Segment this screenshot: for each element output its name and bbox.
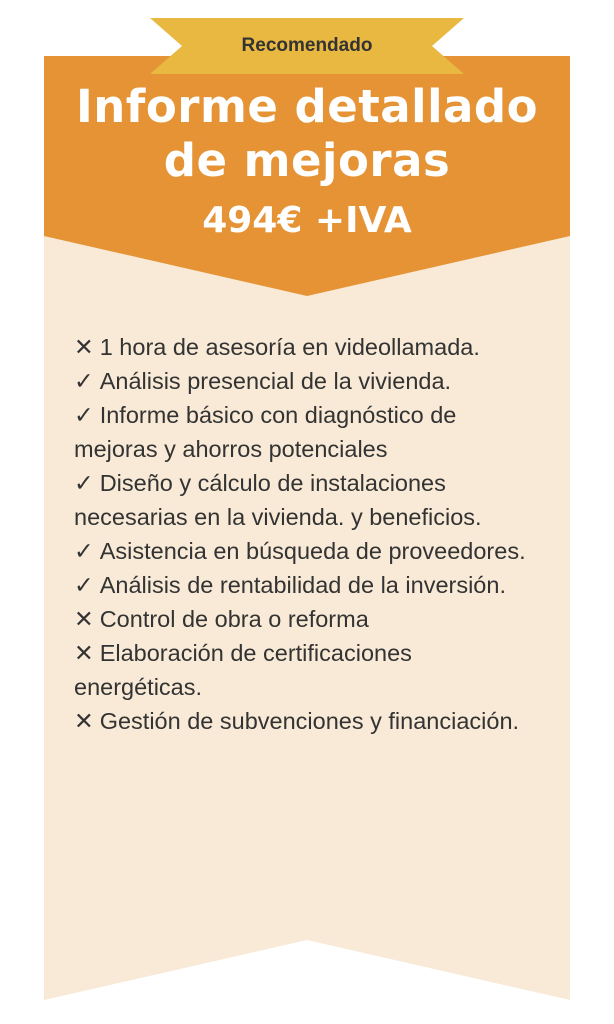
feature-item bbox=[74, 534, 544, 568]
feature-item bbox=[74, 636, 544, 704]
feature-text: 1 hora de asesoría en videollamada. bbox=[99, 334, 480, 360]
check-icon: ✓ bbox=[74, 470, 94, 496]
feature-text: Gestión de subvenciones y financiación. bbox=[99, 708, 520, 734]
feature-item bbox=[74, 602, 544, 636]
feature-item bbox=[74, 704, 544, 738]
feature-list bbox=[74, 330, 544, 738]
check-icon: ✓ bbox=[74, 368, 94, 394]
recommended-badge-label: Recomendado bbox=[241, 35, 373, 56]
check-icon: ✓ bbox=[74, 572, 94, 598]
check-icon: ✓ bbox=[74, 538, 94, 564]
feature-text: Diseño y cálculo de instalaciones necesarias en la vivienda. y beneficios. bbox=[74, 470, 482, 530]
cross-icon: ✕ bbox=[74, 708, 94, 734]
cross-icon: ✕ bbox=[74, 606, 94, 632]
feature-item bbox=[74, 330, 544, 364]
cross-icon: ✕ bbox=[74, 640, 94, 666]
feature-item bbox=[74, 364, 544, 398]
feature-text: Análisis de rentabilidad de la inversión. bbox=[99, 572, 506, 598]
cross-icon: ✕ bbox=[74, 334, 94, 360]
plan-title: Informe detallado de mejoras bbox=[76, 80, 538, 187]
feature-item bbox=[74, 568, 544, 602]
feature-text: Asistencia en búsqueda de proveedores. bbox=[99, 538, 526, 564]
feature-item bbox=[74, 466, 544, 534]
plan-price: 494€ +IVA bbox=[202, 200, 412, 241]
feature-text: Análisis presencial de la vivienda. bbox=[99, 368, 452, 394]
feature-text: Informe básico con diagnóstico de mejoras y ahorros potenciales bbox=[74, 402, 457, 462]
feature-text: Elaboración de certificaciones energéticas. bbox=[74, 640, 412, 700]
feature-item bbox=[74, 398, 544, 466]
check-icon: ✓ bbox=[74, 402, 94, 428]
feature-text: Control de obra o reforma bbox=[99, 606, 369, 632]
